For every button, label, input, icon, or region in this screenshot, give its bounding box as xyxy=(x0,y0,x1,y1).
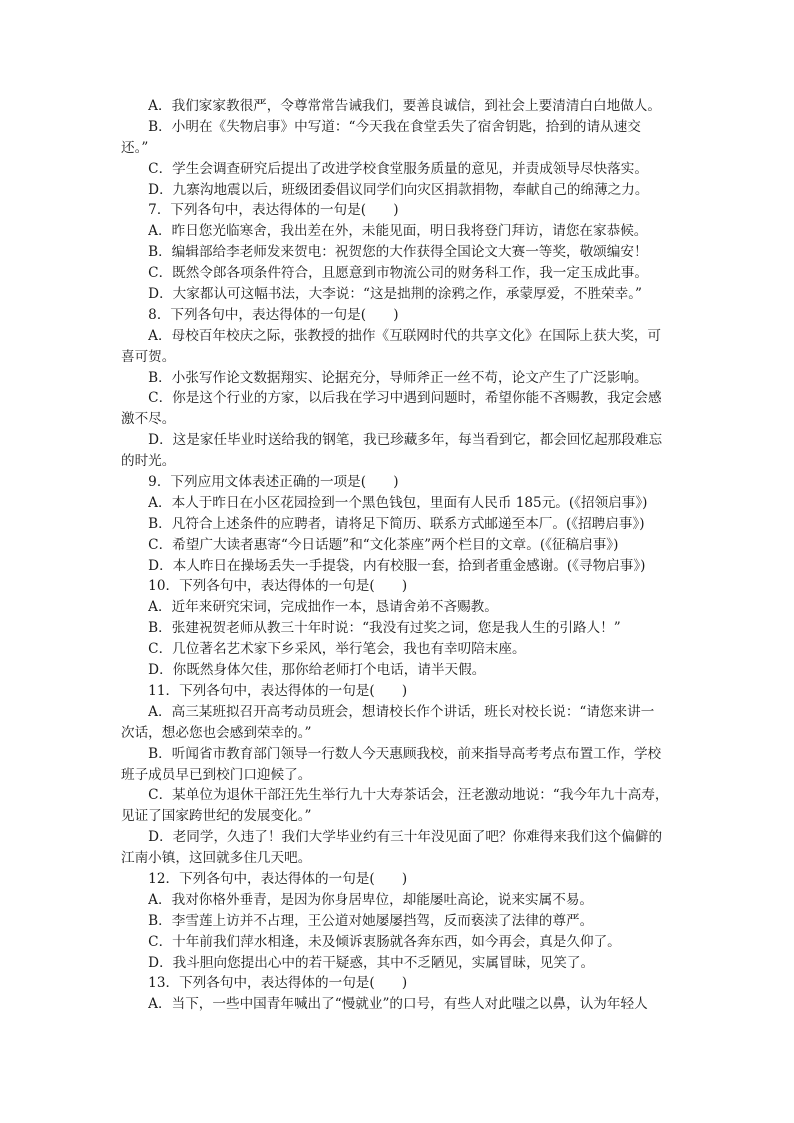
text-line: B．编辑部给李老师发来贺电：祝贺您的大作获得全国论文大赛一等奖，敬颂编安！ xyxy=(121,244,648,261)
text-line: D．九寨沟地震以后，班级团委倡议同学们向灾区捐款捐物，奉献自己的绵薄之力。 xyxy=(121,181,649,198)
text-line: B．张建祝贺老师从教三十年时说：“我没有过奖之词，您是我人生的引路人！” xyxy=(121,620,621,637)
text-line: 7．下列各句中，表达得体的一句是( ) xyxy=(121,202,399,219)
text-line: A．近年来研究宋词，完成拙作一本，恳请舍弟不吝赐教。 xyxy=(121,599,498,616)
text-line: 9．下列应用文体表述正确的一项是( ) xyxy=(121,474,399,491)
text-line: 12．下列各句中，表达得体的一句是( ) xyxy=(121,870,408,887)
exam-page xyxy=(121,96,677,1015)
text-line: A．昨日您光临寒舍，我出差在外，未能见面，明日我将登门拜访，请您在家恭候。 xyxy=(121,223,648,240)
text-line: B．李雪莲上访并不占理，王公道对她屡屡挡驾，反而亵渎了法律的尊严。 xyxy=(121,912,594,929)
text-line: C．既然令郎各项条件符合，且愿意到市物流公司的财务科工作，我一定玉成此事。 xyxy=(121,265,648,282)
text-line: 8．下列各句中，表达得体的一句是( ) xyxy=(121,306,399,323)
text-line: A．高三某班拟召开高考动员班会，想请校长作个讲话，班长对校长说：“请您来讲一 xyxy=(121,703,655,720)
text-line: B．凡符合上述条件的应聘者，请将足下简历、联系方式邮递至本厂。(《招聘启事》) xyxy=(121,515,645,532)
text-line: 见证了国家跨世纪的发展变化。” xyxy=(121,808,312,825)
text-line: 还。” xyxy=(121,139,149,156)
text-line: B．小张写作论文数据翔实、论据充分，导师斧正一丝不苟，论文产生了广泛影响。 xyxy=(121,369,648,386)
text-line: C．希望广大读者惠寄“今日话题”和“文化茶座”两个栏目的文章。(《征稿启事》) xyxy=(121,536,619,553)
text-line: A．我对你格外垂青，是因为你身居卑位，却能屡吐高论，说来实属不易。 xyxy=(121,891,594,908)
text-line: D．本人昨日在操场丢失一手提袋，内有校服一套，拾到者重金感谢。(《寻物启事》) xyxy=(121,557,646,574)
text-line: D．我斗胆向您提出心中的若干疑惑，其中不乏陋见，实属冒昧，见笑了。 xyxy=(121,954,595,971)
text-line: C．你是这个行业的方家，以后我在学习中遇到问题时，希望你能不吝赐教，我定会感 xyxy=(121,390,662,407)
text-line: D．这是家任毕业时送给我的钢笔，我已珍藏多年，每当看到它，都会回忆起那段难忘 xyxy=(121,432,663,449)
text-line: B．听闻省市教育部门领导一行数人今天惠顾我校，前来指导高考考点布置工作，学校 xyxy=(121,745,662,762)
text-line: A．当下，一些中国青年喊出了“慢就业”的口号，有些人对此嗤之以鼻，认为年轻人 xyxy=(121,996,648,1013)
text-line: D．老同学，久违了！我们大学毕业约有三十年没见面了吧？你难得来我们这个偏僻的 xyxy=(121,829,663,846)
text-line: 喜可贺。 xyxy=(121,348,176,365)
text-line: 激不尽。 xyxy=(121,411,176,428)
text-line: C．十年前我们萍水相逢，未及倾诉衷肠就各奔东西，如今再会，真是久仰了。 xyxy=(121,933,621,950)
text-line: 次话，想必您也会感到荣幸的。” xyxy=(121,724,312,741)
text-line: 10．下列各句中，表达得体的一句是( ) xyxy=(121,578,408,595)
text-line: D．你既然身体欠佳，那你给老师打个电话，请半天假。 xyxy=(121,662,486,679)
text-line: C．某单位为退休干部汪先生举行九十大寿茶话会，汪老激动地说：“我今年九十高寿， xyxy=(121,787,669,804)
text-line: A．母校百年校庆之际，张教授的拙作《互联网时代的共享文化》在国际上获大奖，可 xyxy=(121,327,661,344)
text-line: B．小明在《失物启事》中写道：“今天我在食堂丢失了宿舍钥匙，拾到的请从速交 xyxy=(121,118,641,135)
text-line: D．大家都认可这幅书法，大李说：“这是拙荆的涂鸦之作，承蒙厚爱，不胜荣幸。” xyxy=(121,286,642,303)
text-line: 班子成员早已到校门口迎候了。 xyxy=(121,766,312,783)
text-line: A．我们家家教很严，令尊常常告诫我们，要善良诚信，到社会上要清清白白地做人。 xyxy=(121,98,661,114)
text-line: C．几位著名艺术家下乡采风，举行笔会，我也有幸叨陪末座。 xyxy=(121,641,526,658)
text-line: 11．下列各句中，表达得体的一句是( ) xyxy=(121,682,408,699)
text-line: 的时光。 xyxy=(121,453,176,470)
text-line: A．本人于昨日在小区花园捡到一个黑色钱包，里面有人民币 185元。(《招领启事》) xyxy=(121,494,648,511)
text-line: 13．下列各句中，表达得体的一句是( ) xyxy=(121,975,408,992)
text-line: C．学生会调查研究后提出了改进学校食堂服务质量的意见，并责成领导尽快落实。 xyxy=(121,160,648,177)
text-line: 江南小镇，这回就多住几天吧。 xyxy=(121,850,312,867)
